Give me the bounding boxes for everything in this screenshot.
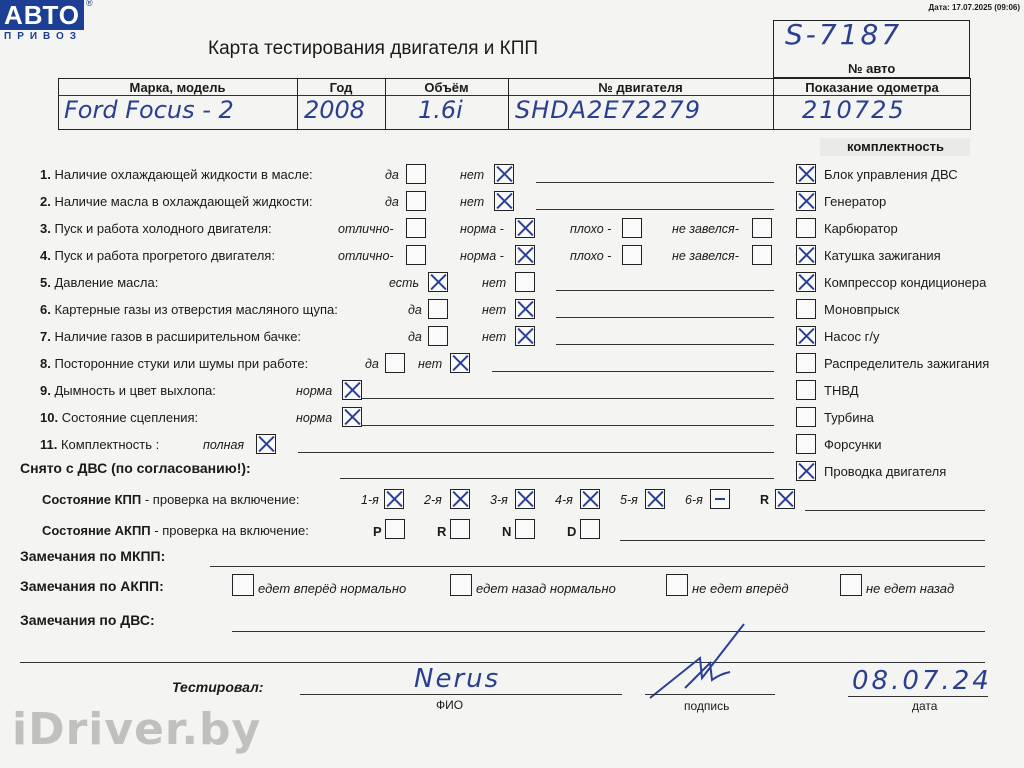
fio-label: ФИО xyxy=(436,698,464,712)
q9-line xyxy=(362,398,774,399)
q3-box-ne-zavelsya[interactable] xyxy=(752,218,772,238)
question-7 xyxy=(40,329,301,344)
zam-mkpp-label: Замечания по МКПП: xyxy=(20,548,166,564)
question-text: Давление масла: xyxy=(54,275,159,290)
kpp-gear-2-box[interactable] xyxy=(450,489,470,509)
q7-box-net[interactable] xyxy=(515,326,535,346)
akpp-gear-d-label: D xyxy=(567,524,577,539)
akpp-gear-n-box[interactable] xyxy=(515,519,535,539)
question-text: Наличие масла в охлаждающей жидкости: xyxy=(54,194,313,209)
q5-box-net[interactable] xyxy=(515,272,535,292)
signature-line xyxy=(645,694,775,695)
akpp-gear-r-label: R xyxy=(437,524,447,539)
akpp-opt-2-box[interactable] xyxy=(666,574,688,596)
value-engine-no: SHDA2E72279 xyxy=(515,96,701,124)
komplekt-item-3: Катушка зажигания xyxy=(824,248,941,263)
question-number: 8. xyxy=(40,356,51,371)
header-engine-no: № двигателя xyxy=(598,80,683,95)
q4-opt-ploho: плохо - xyxy=(570,249,612,263)
question-number: 4. xyxy=(40,248,51,263)
komplekt-title-shade xyxy=(820,138,970,156)
question-text: Пуск и работа холодного двигателя: xyxy=(54,221,272,236)
question-number: 6. xyxy=(40,302,51,317)
question-number: 5. xyxy=(40,275,51,290)
akpp-opt-2-label: не едет вперёд xyxy=(692,581,789,596)
header-obem: Объём xyxy=(424,80,469,95)
kpp-gear-1-box[interactable] xyxy=(384,489,404,509)
komplekt-check-11[interactable] xyxy=(796,461,816,481)
header-odometer: Показание одометра xyxy=(805,80,939,95)
q1-box-da[interactable] xyxy=(406,164,426,184)
question-text: Картерные газы из отверстия масляного щупа: xyxy=(54,302,338,317)
kpp-gear-4-box[interactable] xyxy=(580,489,600,509)
signature-label: подпись xyxy=(684,699,730,713)
q5-opt-est: есть xyxy=(389,276,420,290)
komplekt-check-4[interactable] xyxy=(796,272,816,292)
question-number: 1. xyxy=(40,167,51,182)
q5-line xyxy=(556,290,774,291)
kpp-label: Состояние КПП xyxy=(42,492,142,507)
kpp-gear-6-box[interactable] xyxy=(710,489,730,509)
q7-opt-da: да xyxy=(408,330,422,344)
q8-opt-net: нет xyxy=(418,357,443,371)
q1-opt-da: да xyxy=(385,168,399,182)
question-number: 3. xyxy=(40,221,51,236)
date-label: дата xyxy=(912,699,938,713)
q10-opt-norma: норма xyxy=(296,411,333,425)
kpp-gear-4-label: 4-я xyxy=(555,493,573,507)
question-text: Пуск и работа прогретого двигателя: xyxy=(54,248,275,263)
q11-opt-polnaya: полная xyxy=(203,438,245,452)
akpp-label: Состояние АКПП xyxy=(42,523,151,538)
akpp-gear-p-label: P xyxy=(373,524,382,539)
question-11 xyxy=(40,437,159,452)
q4-box-norma[interactable] xyxy=(515,245,535,265)
value-marka: Ford Focus - 2 xyxy=(64,96,234,124)
q3-box-otlichno[interactable] xyxy=(406,218,426,238)
zam-mkpp-line xyxy=(210,566,985,567)
q9-opt-norma: норма xyxy=(296,384,333,398)
komplekt-title: комплектность xyxy=(847,139,944,154)
kpp-line xyxy=(805,510,985,511)
question-number: 9. xyxy=(40,383,51,398)
zam-akpp-label: Замечания по АКПП: xyxy=(20,578,164,594)
stamp-date: Дата: 17.07.2025 (09:06) xyxy=(928,3,1020,12)
q4-box-otlichno[interactable] xyxy=(406,245,426,265)
auto-number-value: S-7187 xyxy=(785,18,903,51)
date-line xyxy=(848,696,988,697)
q3-opt-ploho: плохо - xyxy=(570,222,612,236)
q6-opt-da: да xyxy=(408,303,422,317)
kpp-gear-r-label: R xyxy=(760,493,770,507)
akpp-opt-1-box[interactable] xyxy=(450,574,472,596)
akpp-rest: - проверка на включение: xyxy=(150,523,309,538)
question-number: 11. xyxy=(40,437,58,452)
question-2 xyxy=(40,194,313,209)
komplekt-item-9: Турбина xyxy=(824,410,874,425)
kpp-row xyxy=(42,492,299,507)
q3-box-ploho[interactable] xyxy=(622,218,642,238)
q4-opt-otlichno: отлично- xyxy=(338,249,394,263)
komplekt-check-6[interactable] xyxy=(796,326,816,346)
akpp-gear-r-box[interactable] xyxy=(450,519,470,539)
question-4 xyxy=(40,248,275,263)
question-8 xyxy=(40,356,308,371)
komplekt-check-5[interactable] xyxy=(796,299,816,319)
question-9 xyxy=(40,383,216,398)
question-text: Наличие охлаждающей жидкости в масле: xyxy=(54,167,313,182)
akpp-gear-d-box[interactable] xyxy=(580,519,600,539)
q6-box-da[interactable] xyxy=(428,299,448,319)
q6-line xyxy=(556,317,774,318)
question-text: Посторонние стуки или шумы при работе: xyxy=(54,356,309,371)
tested-label: Тестировал: xyxy=(172,679,264,695)
komplekt-item-1: Генератор xyxy=(824,194,887,209)
komplekt-check-10[interactable] xyxy=(796,434,816,454)
tested-name: Nerus xyxy=(414,664,501,694)
akpp-opt-3-label: не едет назад xyxy=(866,581,955,596)
kpp-gear-r-box[interactable] xyxy=(775,489,795,509)
akpp-opt-0-box[interactable] xyxy=(232,574,254,596)
komplekt-item-6: Насос г/у xyxy=(824,329,880,344)
zam-dvs-label: Замечания по ДВС: xyxy=(20,612,155,628)
kpp-rest: - проверка на включение: xyxy=(141,492,300,507)
komplekt-item-0: Блок управления ДВС xyxy=(824,167,958,182)
snyato-line xyxy=(340,478,774,479)
q10-line xyxy=(362,425,774,426)
akpp-line xyxy=(620,540,985,541)
question-10 xyxy=(40,410,198,425)
kpp-gear-5-label: 5-я xyxy=(620,493,638,507)
q1-line xyxy=(536,182,774,183)
q9-box-norma[interactable] xyxy=(342,380,362,400)
q1-box-net[interactable] xyxy=(494,164,514,184)
q3-opt-otlichno: отлично- xyxy=(338,222,394,236)
q8-box-net[interactable] xyxy=(450,353,470,373)
watermark: iDriver.by xyxy=(12,704,262,755)
question-text: Дымность и цвет выхлопа: xyxy=(54,383,216,398)
q3-opt-ne-zavelsya: не завелся- xyxy=(672,222,739,236)
q7-box-da[interactable] xyxy=(428,326,448,346)
akpp-gear-n-label: N xyxy=(502,524,512,539)
auto-number-label: № авто xyxy=(848,61,896,76)
q5-opt-net: нет xyxy=(482,276,507,290)
akpp-opt-0-label: едет вперёд нормально xyxy=(258,581,407,596)
header-god: Год xyxy=(329,80,353,95)
question-number: 7. xyxy=(40,329,51,344)
question-number: 10. xyxy=(40,410,59,425)
q4-opt-ne-zavelsya: не завелся- xyxy=(672,249,739,263)
q3-box-norma[interactable] xyxy=(515,218,535,238)
komplekt-item-10: Форсунки xyxy=(824,437,882,452)
akpp-row xyxy=(42,523,309,538)
komplekt-check-7[interactable] xyxy=(796,353,816,373)
page-title: Карта тестирования двигателя и КПП xyxy=(208,38,539,59)
kpp-gear-5-box[interactable] xyxy=(645,489,665,509)
kpp-gear-6-label: 6-я xyxy=(685,493,703,507)
komplekt-item-7: Распределитель зажигания xyxy=(824,356,990,371)
q4-box-ploho[interactable] xyxy=(622,245,642,265)
q7-line xyxy=(556,344,774,345)
q6-opt-net: нет xyxy=(482,303,507,317)
komplekt-check-8[interactable] xyxy=(796,380,816,400)
komplekt-check-2[interactable] xyxy=(796,218,816,238)
komplekt-item-11: Проводка двигателя xyxy=(824,464,947,479)
header-marka: Марка, модель xyxy=(129,80,226,95)
q11-line xyxy=(298,452,774,453)
value-obem: 1.6i xyxy=(418,96,463,124)
kpp-gear-3-label: 3-я xyxy=(490,493,508,507)
q4-opt-norma: норма - xyxy=(460,249,504,263)
komplekt-check-3[interactable] xyxy=(796,245,816,265)
value-god: 2008 xyxy=(304,96,366,124)
logo xyxy=(0,0,93,44)
zam-dvs-line-2 xyxy=(20,662,985,663)
q7-opt-net: нет xyxy=(482,330,507,344)
komplekt-check-0[interactable] xyxy=(796,164,816,184)
q8-line xyxy=(492,371,774,372)
q4-box-ne-zavelsya[interactable] xyxy=(752,245,772,265)
snyato-label: Снято с ДВС (по согласованию!): xyxy=(20,460,251,476)
komplekt-check-1[interactable] xyxy=(796,191,816,211)
kpp-gear-2-label: 2-я xyxy=(424,493,442,507)
question-number: 2. xyxy=(40,194,51,209)
logo-sub: ПРИВОЗ xyxy=(4,31,83,42)
q5-box-est[interactable] xyxy=(428,272,448,292)
question-1 xyxy=(40,167,313,182)
question-5 xyxy=(40,275,158,290)
q2-opt-da: да xyxy=(385,195,399,209)
q2-opt-net: нет xyxy=(460,195,485,209)
question-3 xyxy=(40,221,272,236)
q2-box-net[interactable] xyxy=(494,191,514,211)
akpp-opt-1-label: едет назад нормально xyxy=(476,581,616,596)
komplekt-check-9[interactable] xyxy=(796,407,816,427)
kpp-gear-3-box[interactable] xyxy=(515,489,535,509)
logo-main: АВТО xyxy=(0,0,84,30)
q6-box-net[interactable] xyxy=(515,299,535,319)
q10-box-norma[interactable] xyxy=(342,407,362,427)
q8-opt-da: да xyxy=(365,357,379,371)
akpp-gear-p-box[interactable] xyxy=(385,519,405,539)
komplekt-item-5: Моновпрыск xyxy=(824,302,900,317)
q2-line xyxy=(536,209,774,210)
question-text: Наличие газов в расширительном бачке: xyxy=(54,329,302,344)
komplekt-item-2: Карбюратор xyxy=(824,221,898,236)
q1-opt-net: нет xyxy=(460,168,485,182)
question-text: Комплектность : xyxy=(60,437,160,452)
q2-box-da[interactable] xyxy=(406,191,426,211)
value-odometer: 210725 xyxy=(802,96,906,124)
q8-box-da[interactable] xyxy=(385,353,405,373)
tested-date: 08.07.24 xyxy=(852,666,992,696)
fio-line xyxy=(300,694,622,695)
kpp-gear-1-label: 1-я xyxy=(361,493,379,507)
q3-opt-norma: норма - xyxy=(460,222,504,236)
akpp-opt-3-box[interactable] xyxy=(840,574,862,596)
q11-box-polnaya[interactable] xyxy=(256,434,276,454)
zam-dvs-line xyxy=(232,631,985,632)
logo-tm: ® xyxy=(86,0,93,8)
question-6 xyxy=(40,302,338,317)
komplekt-item-4: Компрессор кондиционера xyxy=(824,275,987,290)
komplekt-item-8: ТНВД xyxy=(824,383,859,398)
question-text: Состояние сцепления: xyxy=(61,410,199,425)
